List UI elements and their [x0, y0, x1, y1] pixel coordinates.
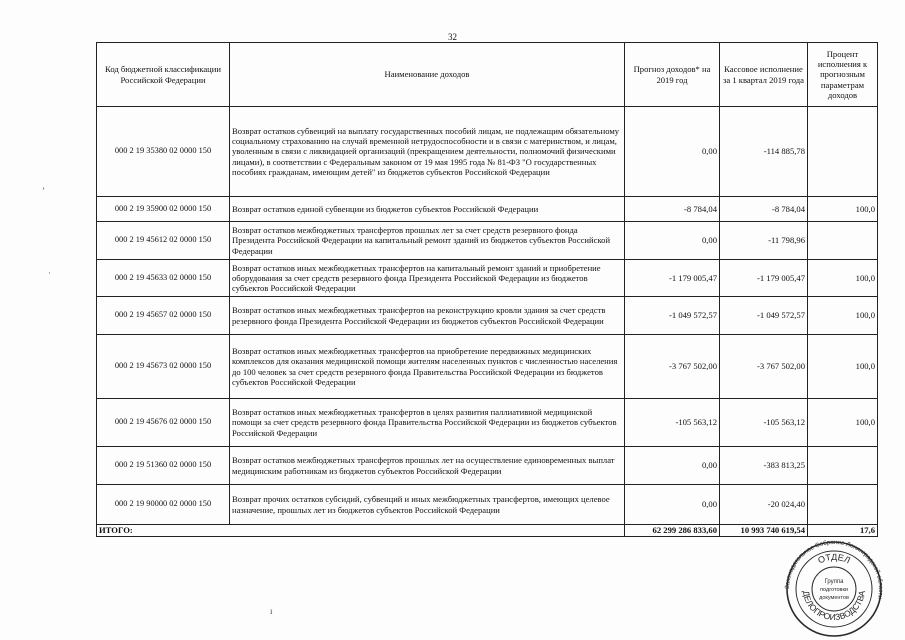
- table-row: [97, 260, 878, 297]
- table-row: [97, 335, 878, 399]
- row-forecast: -3 767 502,00: [625, 335, 720, 399]
- row-cash: -383 813,25: [720, 447, 808, 485]
- scan-mark: ʼ: [42, 186, 45, 196]
- row-forecast: 0,00: [625, 222, 720, 260]
- stamp-dept-top: [816, 552, 852, 566]
- row-percent: 100,0: [808, 197, 878, 222]
- header-forecast: Прогноз доходов* на 2019 год: [625, 43, 720, 107]
- row-name: Возврат остатков межбюджетных трансфертов прошлых лет на осуществление единовременных выплат медицинским работникам из бюджетов субъектов Российской Федерации: [230, 447, 625, 485]
- row-cash: -114 885,78: [720, 107, 808, 197]
- row-code: 000 2 19 45657 02 0000 150: [97, 297, 230, 335]
- table-row: [97, 447, 878, 485]
- row-name: Возврат прочих остатков субсидий, субвенций и иных межбюджетных трансфертов, имеющих целевое назначение, прошлых лет из бюджетов субъектов Российской Федерации: [230, 485, 625, 525]
- row-name: Возврат остатков иных межбюджетных трансфертов на капитальный ремонт зданий и приобретение оборудования за счет средств резервного фонда Президента Российской Федерации из бюджетов субъектов Российской Федерации: [230, 260, 625, 297]
- row-code: 000 2 19 45633 02 0000 150: [97, 260, 230, 297]
- stamp-dept-top-path: ОТДЕЛ: [816, 551, 852, 566]
- stamp-inner-line1: Группа: [824, 579, 844, 585]
- revenue-table: [96, 42, 878, 537]
- table-row: [97, 197, 878, 222]
- row-cash: -105 563,12: [720, 399, 808, 447]
- row-percent: 100,0: [808, 297, 878, 335]
- row-name: Возврат остатков иных межбюджетных трансфертов на реконструкцию кровли здания за счет средств резервного фонда Президента Российской Федерации из бюджетов субъектов Российской Федерации: [230, 297, 625, 335]
- row-code: 000 2 19 45612 02 0000 150: [97, 222, 230, 260]
- header-name: Наименование доходов: [230, 43, 625, 107]
- row-percent: 100,0: [808, 260, 878, 297]
- table-row: [97, 107, 878, 197]
- row-name: Возврат остатков единой субвенции из бюджетов субъектов Российской Федерации: [230, 197, 625, 222]
- row-cash: -1 049 572,57: [720, 297, 808, 335]
- row-forecast: 0,00: [625, 447, 720, 485]
- header-code: Код бюджетной классификации Российской Федерации: [97, 43, 230, 107]
- stamp-dept-bottom-path: ДЕЛОПРОИЗВОДСТВА: [800, 589, 868, 623]
- row-code: 000 2 19 35380 02 0000 150: [97, 107, 230, 197]
- total-cash: 10 993 740 619,54: [720, 525, 808, 537]
- row-percent: [808, 107, 878, 197]
- row-forecast: -105 563,12: [625, 399, 720, 447]
- stamp-outer-path: Законодательное Собрание Ленинградской области: [783, 538, 885, 600]
- row-percent: [808, 485, 878, 525]
- table-row: [97, 485, 878, 525]
- row-name: Возврат остатков иных межбюджетных трансфертов на приобретение передвижных медицинских комплексов для оказания медицинской помощи жителям населенных пунктов с численностью населения до 100 человек за счет средств резервного фонда Правительства Российской Федерации из бюджетов субъектов Российской Федерации: [230, 335, 625, 399]
- stamp-inner-line2: подготовки: [820, 587, 848, 593]
- row-name: Возврат остатков субвенций на выплату государственных пособий лицам, не подлежащим обязательному социальному страхованию на случай временной нетрудоспособности и в связи с материнством, и лицам, уволенным в связи с ликвидацией организаций (прекращением деятельности, полномочий физическими лицами), в соответствии с Федеральным законом от 19 мая 1995 года № 81-ФЗ "О государственных пособиях гражданам, имеющим детей" из бюджетов субъектов Российской Федерации: [230, 107, 625, 197]
- row-code: 000 2 19 45673 02 0000 150: [97, 335, 230, 399]
- row-forecast: -8 784,04: [625, 197, 720, 222]
- total-percent: 17,6: [808, 525, 878, 537]
- page-number: 32: [448, 32, 457, 42]
- row-code: 000 2 19 45676 02 0000 150: [97, 399, 230, 447]
- row-cash: -8 784,04: [720, 197, 808, 222]
- scan-mark: ·: [48, 268, 51, 278]
- row-percent: 100,0: [808, 399, 878, 447]
- row-percent: [808, 447, 878, 485]
- row-forecast: 0,00: [625, 485, 720, 525]
- row-forecast: -1 049 572,57: [625, 297, 720, 335]
- stamp-inner-line3: документов: [819, 595, 849, 601]
- total-row: [97, 525, 878, 537]
- row-cash: -11 798,96: [720, 222, 808, 260]
- scan-mark: ı: [270, 606, 273, 616]
- table-row: [97, 297, 878, 335]
- row-forecast: -1 179 005,47: [625, 260, 720, 297]
- row-code: 000 2 19 35900 02 0000 150: [97, 197, 230, 222]
- row-code: 000 2 19 90000 02 0000 150: [97, 485, 230, 525]
- total-forecast: 62 299 286 833,60: [625, 525, 720, 537]
- header-percent: Процент исполнения к прогнозным параметрам доходов: [808, 43, 878, 107]
- row-cash: -1 179 005,47: [720, 260, 808, 297]
- row-percent: [808, 222, 878, 260]
- header-cash: Кассовое исполнение за 1 квартал 2019 года: [720, 43, 808, 107]
- row-cash: -20 024,40: [720, 485, 808, 525]
- row-code: 000 2 19 51360 02 0000 150: [97, 447, 230, 485]
- table-row: [97, 399, 878, 447]
- table-header-row: [97, 43, 878, 107]
- total-label: ИТОГО:: [97, 525, 625, 537]
- table-row: [97, 222, 878, 260]
- row-percent: 100,0: [808, 335, 878, 399]
- row-cash: -3 767 502,00: [720, 335, 808, 399]
- row-name: Возврат остатков межбюджетных трансфертов прошлых лет за счет средств резервного фонда Президента Российской Федерации на капитальный ремонт зданий из бюджетов субъектов Российской Федерации: [230, 222, 625, 260]
- row-forecast: 0,00: [625, 107, 720, 197]
- row-name: Возврат остатков иных межбюджетных трансфертов в целях развития паллиативной медицинской помощи за счет средств резервного фонда Правительства Российской Федерации из бюджетов субъектов Российской Федерации: [230, 399, 625, 447]
- office-stamp: [775, 537, 893, 637]
